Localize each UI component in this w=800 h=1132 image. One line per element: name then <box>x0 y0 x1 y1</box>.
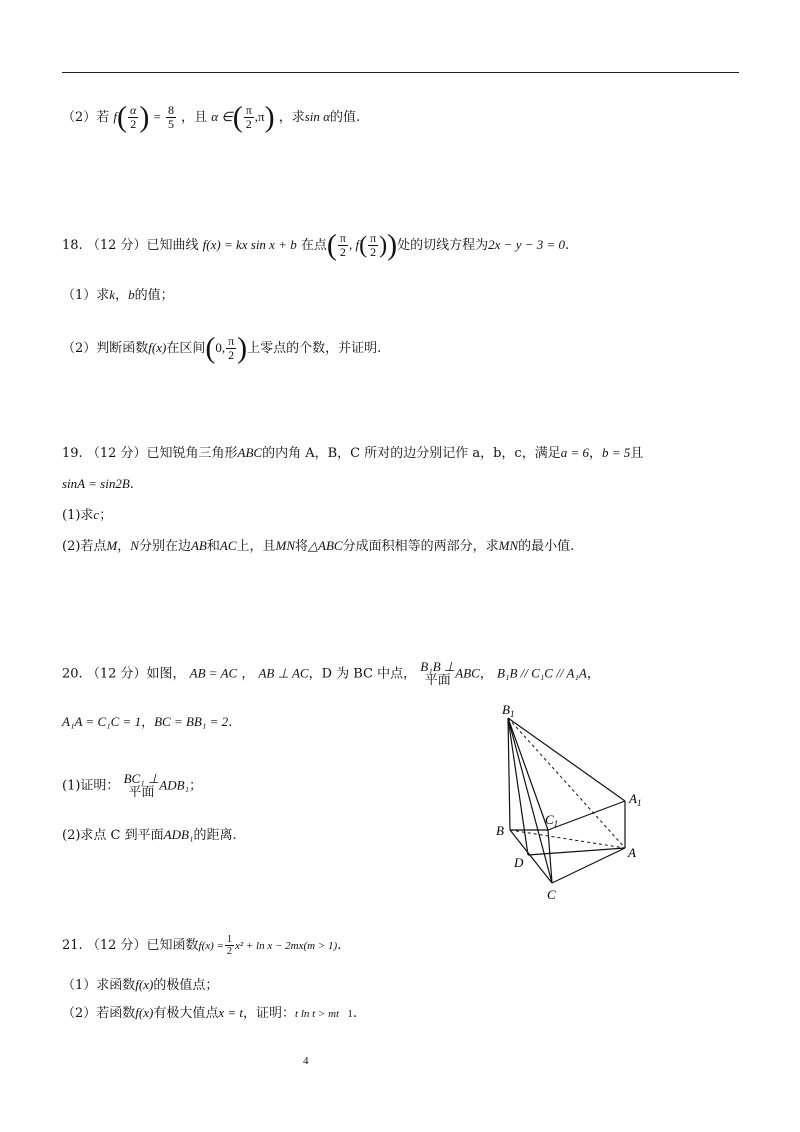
q19-sin-condition: sinA = sin2B <box>62 476 130 491</box>
label-B: B <box>496 823 504 838</box>
q21-stem <box>62 934 341 957</box>
sep: ， <box>115 288 129 303</box>
q21-p2-end: . <box>352 1006 358 1021</box>
q20-part1 <box>62 772 202 800</box>
q20-end: ， <box>586 666 600 682</box>
q17-part2-prefix: （2）若 <box>62 110 110 125</box>
q19-sep: ， <box>589 446 603 461</box>
frac-pi-2: $\frac{\pi}{2}$ <box>245 103 252 131</box>
var-b: b <box>128 287 135 302</box>
edge-B1D <box>508 718 528 855</box>
interval-zero: 0, <box>215 340 226 355</box>
q21-p2-prefix: （2）若函数 <box>62 1006 136 1021</box>
q20-cond2: AB ⊥ AC <box>258 665 309 681</box>
q21-fx: f(x) = <box>198 940 224 952</box>
edge-C1A1 <box>548 801 625 830</box>
q18-score-text: （12 分）已知曲线 <box>86 238 199 253</box>
q19-cond-end: . <box>129 477 134 492</box>
q19-p2-a: (2)若点 <box>62 539 107 554</box>
q18-p2-fx: f(x) <box>148 340 167 355</box>
q18-f2: , f <box>348 237 360 252</box>
plane-ADB1: ADB₁ <box>159 777 190 793</box>
edge-AB: AB <box>190 538 207 553</box>
q19-p2-h: 的最小值. <box>518 539 575 554</box>
q21-text1: （12 分）已知函数 <box>86 938 199 953</box>
q18-part2: （2）判断函数f(x)在区间(0, $\frac{\pi}{2}$ )上零点的个数，并证明. <box>62 331 382 365</box>
q21-p2-mid: 有极大值点 <box>153 1006 219 1021</box>
q20-parallel: B₁B // C₁C // A₁A <box>496 665 587 681</box>
q19-and: 且 <box>630 446 644 461</box>
q18-function: f(x) = kx sin x + b <box>202 237 297 252</box>
q19-p1: (1)求 <box>62 508 94 523</box>
q19-condition <box>62 474 134 495</box>
q19-number: 19. <box>62 446 83 461</box>
q20-part2 <box>62 825 237 846</box>
q18-p2-end: 上零点的个数，并证明. <box>247 341 382 356</box>
sin-alpha: sin α <box>304 109 330 124</box>
frac-pi-2-b: $\frac{\pi}{2}$ <box>370 231 377 259</box>
frac-8-5: $\frac{8}{5}$ <box>167 103 174 131</box>
q21-p1-fx: f(x) <box>135 977 154 992</box>
var-k: k <box>109 287 116 302</box>
label-A1: $A_1$ <box>629 791 642 808</box>
q20-stem: 20. （12 分）如图， AB = AC ， AB ⊥ AC，D 为 BC 中点， B₁B ⊥ 平面 ABC， B₁B // C₁C // A₁A， <box>62 659 600 688</box>
q18-at-point: 在点 <box>300 238 327 253</box>
header-rule <box>62 72 739 73</box>
q19-p2-e: 上，且 <box>236 539 276 554</box>
frac-pi-2-a: $\frac{\pi}{2}$ <box>339 231 346 259</box>
q19-text1: （12 分）已知锐角三角形 <box>86 446 238 461</box>
label-A: A <box>628 845 636 860</box>
q18-p2-prefix: （2）判断函数 <box>62 341 149 356</box>
triangle-ABC: △ABC <box>308 538 343 553</box>
q18-tangent-equation: 2x − y − 3 = 0 <box>488 237 566 252</box>
q20-line2: A₁A = C₁C = 1，BC = BB₁ = 2. <box>62 714 233 730</box>
q17-part2: （2）若 f( $\frac{\alpha}{2}$ ) = $\frac{8}{5}$ ，且 α ∈( $\frac{\pi}{2}$ ,π) ，求sin α的值. <box>62 100 361 134</box>
q21-end: . <box>337 938 342 953</box>
q21-part1 <box>62 975 218 996</box>
q21-part2 <box>62 1003 357 1024</box>
q17-end: 的值. <box>329 110 361 125</box>
q19-text2: 的内角 A，B，C 所对的边分别记作 a，b，c，满足 <box>262 446 561 461</box>
edge-B1C1 <box>508 718 548 830</box>
q21-rest: x² + ln x − 2mx(m > 1) <box>234 940 338 952</box>
q19-p1-end: ； <box>99 508 113 523</box>
alpha-in: α ∈ <box>211 109 233 124</box>
q19-b-eq: b = 5 <box>602 445 631 460</box>
q21-x-eq-t: x = t <box>218 1005 243 1020</box>
q18-number: 18. <box>62 238 83 253</box>
q20-eq2: BC = BB₁ = 2 <box>154 714 229 729</box>
label-B1: $B_1$ <box>502 702 515 719</box>
q21-p2-fx: f(x) <box>135 1005 154 1020</box>
q18-tail: 处的切线方程为 <box>397 238 489 253</box>
q20-p1-perp: BC₁ ⊥ 平面 <box>123 771 160 800</box>
q17-tail: ，求 <box>278 110 305 125</box>
q20-number: 20. <box>62 666 83 682</box>
q19-p2-f: 将 <box>295 539 309 554</box>
q19-p2-g: 分成面积相等的两部分，求 <box>342 539 499 554</box>
q20-p1: (1)证明： <box>62 778 120 794</box>
frac-half: $\frac{1}{2}$ <box>226 934 232 957</box>
q20-line2-end: . <box>228 715 233 730</box>
page-number: 4 <box>303 1055 309 1067</box>
label-C: C <box>547 887 556 902</box>
edge-BA-hidden <box>510 830 625 848</box>
segment-MN-2: MN <box>498 538 519 553</box>
q21-p1-end: 的极值点； <box>153 978 219 993</box>
q21-one: 1 <box>347 1008 353 1020</box>
q20-cond3: ，D 为 BC 中点， <box>308 666 417 682</box>
q19-stem <box>62 443 643 464</box>
point-N: N <box>130 538 139 553</box>
q20-cond1: AB = AC <box>189 665 238 681</box>
pi-end: ,π <box>254 109 265 124</box>
frac-pi-2-c: $\frac{\pi}{2}$ <box>228 334 235 362</box>
edge-B1B <box>508 718 510 830</box>
q20-p1-end: ； <box>189 778 203 794</box>
f-symbol: f <box>113 109 118 124</box>
q19-part2 <box>62 536 574 557</box>
q20-text1: （12 分）如图， <box>86 666 186 682</box>
q20-plane-abc: ABC <box>455 665 480 681</box>
point-M: M <box>106 538 118 553</box>
q20-eq1: A₁A = C₁C = 1 <box>62 714 142 729</box>
q18-stem: 18. （12 分）已知曲线 f(x) = kx sin x + b 在点( $\frac{\pi}{2}$ , f( $\frac{\pi}{2}$ ))处的切线方程为2x − y − 3 = 0. <box>62 228 570 262</box>
q19-p2-d: 和 <box>206 539 220 554</box>
q18-p1-end: 的值； <box>134 288 174 303</box>
q19-p2-b: ， <box>117 539 131 554</box>
segment-MN: MN <box>275 538 296 553</box>
q20-perp-plane: B₁B ⊥ 平面 <box>420 659 456 688</box>
q21-number: 21. <box>62 938 83 953</box>
q21-p1-prefix: （1）求函数 <box>62 978 136 993</box>
equals: = <box>153 109 161 124</box>
label-D: D <box>514 855 524 870</box>
label-C1: $C_1$ <box>545 812 559 829</box>
q20-p2: (2)求点 C 到平面 <box>62 828 164 843</box>
q18-part1 <box>62 285 174 306</box>
edge-CA <box>552 848 625 883</box>
q17-mid: ，且 <box>181 110 208 125</box>
q19-a-eq: a = 6 <box>560 445 589 460</box>
q19-p2-c: 分别在边 <box>138 539 191 554</box>
q18-p1-prefix: （1）求 <box>62 288 110 303</box>
edge-B1A1 <box>508 718 625 801</box>
var-c: c <box>93 507 100 522</box>
q18-end: . <box>565 238 570 253</box>
q19-part1 <box>62 505 112 526</box>
edge-AC: AC <box>219 538 237 553</box>
q19-abc: ABC <box>237 445 263 460</box>
frac-alpha-2: $\frac{\alpha}{2}$ <box>130 103 137 131</box>
q21-inequality: t ln t > mt <box>295 1008 340 1020</box>
plane-ADB1-2: ADB₁ <box>163 827 194 842</box>
q18-p2-mid: 在区间 <box>166 341 206 356</box>
q20-p2-end: 的距离. <box>193 828 237 843</box>
prism-figure <box>490 700 660 910</box>
q21-prove: ，证明： <box>243 1006 296 1021</box>
